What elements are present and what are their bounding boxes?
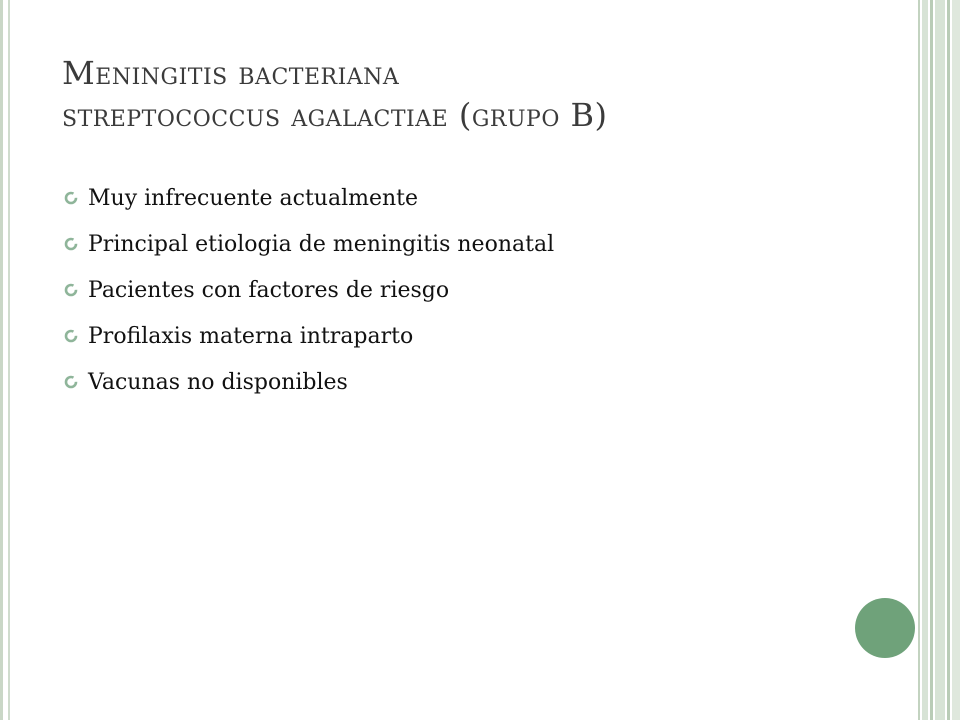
list-item [62,313,882,359]
bullet-text: Profilaxis materna intraparto [88,323,414,349]
right-stripe [930,0,933,720]
bullet-list [62,175,882,405]
bullet-text: Muy infrecuente actualmente [88,185,419,211]
ring-bullet-icon [62,189,80,207]
list-item [62,221,882,267]
bullet-text: Principal etiologia de meningitis neonatal [88,231,555,257]
right-stripe [935,0,945,720]
accent-circle [855,598,915,658]
list-item [62,267,882,313]
title-line-1: Meningitis bacteriana [62,54,400,92]
right-stripe [922,0,928,720]
ring-bullet-icon [62,373,80,391]
list-item [62,175,882,221]
right-stripe [952,0,960,720]
right-stripe [947,0,950,720]
right-stripe [918,0,920,720]
bullet-text: Pacientes con factores de riesgo [88,277,450,303]
ring-bullet-icon [62,281,80,299]
ring-bullet-icon [62,235,80,253]
ring-bullet-icon [62,327,80,345]
bullet-text: Vacunas no disponibles [88,369,348,395]
list-item [62,359,882,405]
left-frame-inner-line [8,0,10,720]
left-frame-line [0,0,3,720]
title-line-2: streptococcus agalactiae (grupo B) [62,96,608,134]
slide-title [62,52,882,136]
